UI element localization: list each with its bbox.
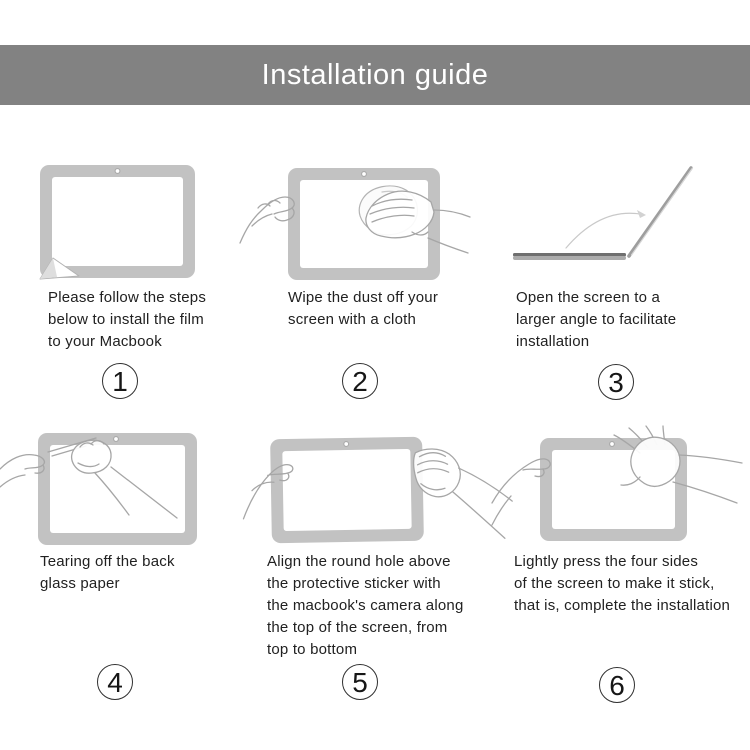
step1-description — [48, 287, 258, 353]
step4-illustration — [0, 433, 197, 545]
gripping-hand-icon — [240, 197, 294, 243]
caption-line: Please follow the steps — [48, 289, 207, 306]
step4-number-badge: 4 — [97, 664, 133, 700]
step6-number-badge: 6 — [599, 667, 635, 703]
step6-illustration — [492, 426, 742, 541]
camera-dot-icon — [114, 437, 119, 442]
step2-number-badge: 2 — [342, 363, 378, 399]
caption-line: to your Macbook — [48, 333, 162, 350]
caption-line: larger angle to facilitate — [516, 311, 677, 328]
caption-line: installation — [516, 333, 590, 350]
caption-line: Wipe the dust off your — [288, 289, 439, 306]
row2-illustrations — [0, 425, 750, 560]
macbook-screen-glass — [52, 177, 183, 266]
step5-description — [267, 551, 485, 661]
step3-number-badge: 3 — [598, 364, 634, 400]
protective-film-glass — [282, 449, 411, 531]
step1-number-badge: 1 — [102, 363, 138, 399]
step5-illustration — [242, 435, 513, 544]
caption-line: the protective sticker with — [267, 575, 441, 592]
step6-description — [514, 551, 746, 617]
caption-line: the top of the screen, from — [267, 619, 448, 636]
arc-arrow-icon — [566, 213, 640, 248]
step3-illustration — [513, 168, 693, 260]
caption-line: top to bottom — [267, 641, 358, 658]
caption-line: Lightly press the four sides — [514, 553, 699, 570]
caption-line: of the screen to make it stick, — [514, 575, 715, 592]
caption-line: the macbook's camera along — [267, 597, 464, 614]
caption-line: glass paper — [40, 575, 120, 592]
caption-line: screen with a cloth — [288, 311, 417, 328]
laptop-side-icon — [513, 168, 693, 260]
camera-hole-icon — [344, 442, 349, 447]
camera-dot-icon — [115, 169, 120, 174]
camera-dot-icon — [362, 172, 367, 177]
macbook-screen-glass — [50, 445, 185, 533]
caption-line: below to install the film — [48, 311, 204, 328]
camera-dot-icon — [610, 442, 615, 447]
caption-line: Open the screen to a — [516, 289, 661, 306]
caption-line: that is, complete the installation — [514, 597, 731, 614]
caption-line: Tearing off the back — [40, 553, 175, 570]
step5-number-badge: 5 — [342, 664, 378, 700]
step4-description — [40, 551, 250, 595]
step2-illustration — [240, 168, 470, 280]
pinching-hand-icon — [0, 455, 44, 487]
page-title: Installation guide — [261, 58, 489, 91]
step2-description — [288, 287, 498, 331]
header-banner — [0, 45, 750, 105]
step3-description — [516, 287, 734, 353]
caption-line: Align the round hole above — [267, 553, 451, 570]
step1-illustration — [40, 165, 195, 279]
